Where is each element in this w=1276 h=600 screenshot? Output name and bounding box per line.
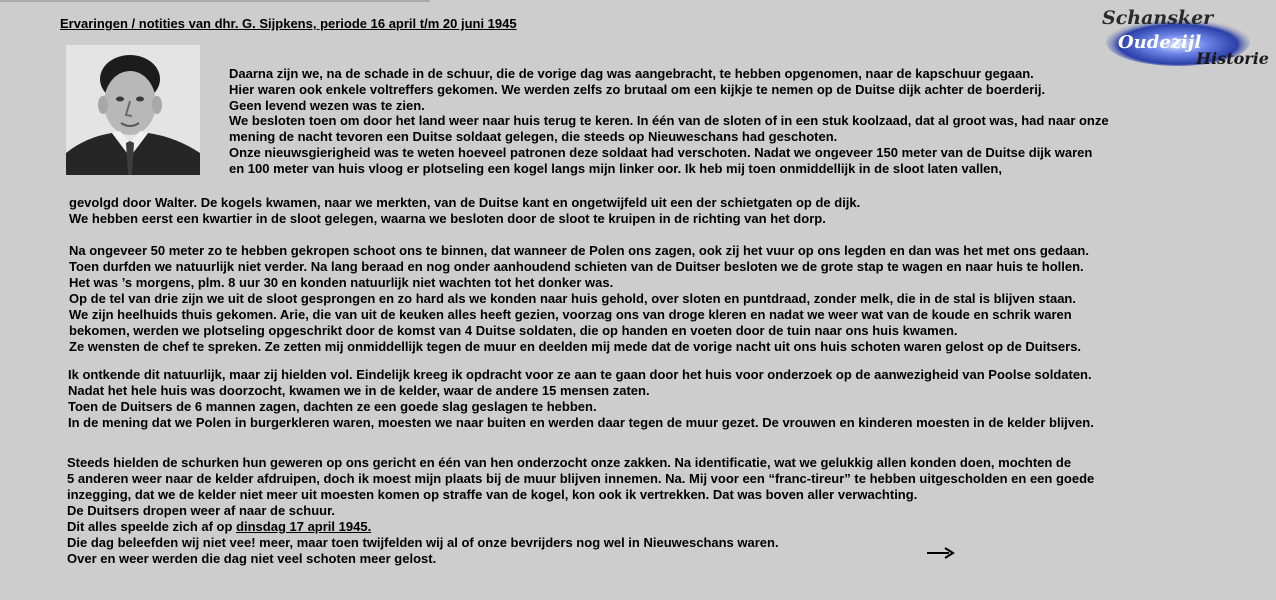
logo-line-1: Schansker (1102, 7, 1214, 29)
paragraph-2 (69, 195, 860, 227)
logo-line-2: Oudezijl (1118, 32, 1202, 53)
date-highlight: dinsdag 17 april 1945. (236, 519, 372, 534)
text-line: inzegging, dat we de kelder niet meer uit moesten komen op straffe van de kogel, kon ook ik vertrekken. Dat was boven aller verwachting. (67, 487, 918, 502)
logo-line-3: Historie (1196, 49, 1269, 68)
text-line: 5 anderen weer naar de kelder afdruipen, doch ik moest mijn plaats bij de muur blijven innemen. Na. Mij voor een “franc-tireur” te hebben uitgescholden en een goede (67, 471, 1095, 486)
text-line: Over en weer werden die dag niet veel schoten meer gelost. (67, 551, 437, 566)
text-line: Toen de Duitsers de 6 mannen zagen, dachten ze een goede slag geslagen te hebben. (68, 399, 597, 414)
text-line: Geen levend wezen was te zien. (229, 97, 425, 113)
text-line: We zijn heelhuids thuis gekomen. Arie, die van uit de keuken alles heeft gezien, voorzag ons van droge kleren en nadat we weer wat van de koude en schrik waren (69, 307, 1072, 322)
text-line: Hier waren ook enkele voltreffers gekomen. We werden zelfs zo brutaal om een kijkje te nemen op de Duitse dijk achter de boerderij. (229, 81, 1046, 97)
text-line: Toen durfden we natuurlijk niet verder. Na lang beraad en nog onder aanhoudend schieten van de Duitser besloten we de grote stap te wagen en naar huis te hollen. (69, 259, 1084, 274)
top-divider (0, 0, 430, 2)
paragraph-3 (69, 243, 1089, 355)
text-line: Ik ontkende dit natuurlijk, maar zij hielden vol. Eindelijk kreeg ik opdracht voor ze aan te gaan door het huis voor onderzoek op de aanwezigheid van Poolse soldaten. (68, 367, 1092, 382)
text-line: en 100 meter van huis vloog er plotseling een kogel langs mijn linker oor. Ik heb mij toen onmiddellijk in de sloot laten vallen, (229, 160, 1002, 176)
text-line: bekomen, werden we plotseling opgeschrikt door de komst van 4 Duitse soldaten, die op handen en voeten door de tuin naar ons huis kwamen. (69, 323, 958, 338)
text-line: Onze nieuwsgierigheid was te weten hoeveel patronen deze soldaat had verschoten. Nadat we ongeveer 150 meter van de Duitse dijk waren (229, 144, 1093, 160)
text-line: De Duitsers dropen weer af naar de schuur. (67, 503, 336, 518)
text-line: Steeds hielden de schurken hun geweren op ons gericht en één van hen onderzocht onze zakken. Na identificatie, wat we gelukkig allen konden doen, mochten de (67, 455, 1072, 470)
text-line: mening de nacht tevoren een Duitse soldaat gelegen, die steeds op Nieuweschans had geschoten. (229, 129, 838, 145)
date-line (67, 519, 1094, 535)
text-line: Die dag beleefden wij niet vee! meer, maar toen twijfelden wij al of onze bevrijders nog wel in Nieuweschans waren. (67, 535, 779, 550)
paragraph-4 (68, 367, 1094, 431)
arrow-right-icon[interactable] (925, 544, 955, 562)
paragraph-1 (229, 66, 1109, 177)
portrait-photo (66, 45, 200, 175)
text-line: In de mening dat we Polen in burgerkleren waren, moesten we naar buiten en werden daar tegen de muur gezet. De vrouwen en kinderen moesten in de kelder blijven. (68, 415, 1094, 430)
text-line: We hebben eerst een kwartier in de sloot gelegen, waarna we besloten door de sloot te kruipen in de richting van het dorp. (69, 211, 826, 226)
text-line: gevolgd door Walter. De kogels kwamen, naar we merkten, van de Duitse kant en ongetwijfeld uit een der schietgaten op de dijk. (69, 195, 861, 210)
date-prefix: Dit alles speelde zich af op (67, 519, 237, 534)
page-title: Ervaringen / notities van dhr. G. Sijpkens, periode 16 april t/m 20 juni 1945 (60, 16, 517, 31)
text-line: Daarna zijn we, na de schade in de schuur, die de vorige dag was aangebracht, te hebben opgenomen, naar de kapschuur gegaan. (229, 66, 1034, 81)
site-logo[interactable] (1098, 4, 1270, 70)
text-line: Op de tel van drie zijn we uit de sloot gesprongen en zo hard als we konden naar huis gehold, over sloten en puntdraad, zonder melk, die in de stal is blijven staan. (69, 291, 1076, 306)
text-line: Nadat het hele huis was doorzocht, kwamen we in de kelder, waar de andere 15 mensen zaten. (68, 383, 650, 398)
text-line: Ze wensten de chef te spreken. Ze zetten mij onmiddellijk tegen de muur en deelden mij mede dat de vorige nacht uit ons huis schoten waren gelost op de Duitsers. (69, 339, 1082, 354)
text-line: Het was ’s morgens, plm. 8 uur 30 en konden natuurlijk niet wachten tot het donker was. (69, 275, 614, 290)
text-line: Na ongeveer 50 meter zo te hebben gekropen schoot ons te binnen, dat wanneer de Polen ons zagen, ook zij het vuur op ons legden en dan was het met ons gedaan. (69, 243, 1089, 258)
text-line: We besloten toen om door het land weer naar huis terug te keren. In één van de sloten of in een stuk koolzaad, dat al groot was, had naar onze (229, 113, 1109, 129)
